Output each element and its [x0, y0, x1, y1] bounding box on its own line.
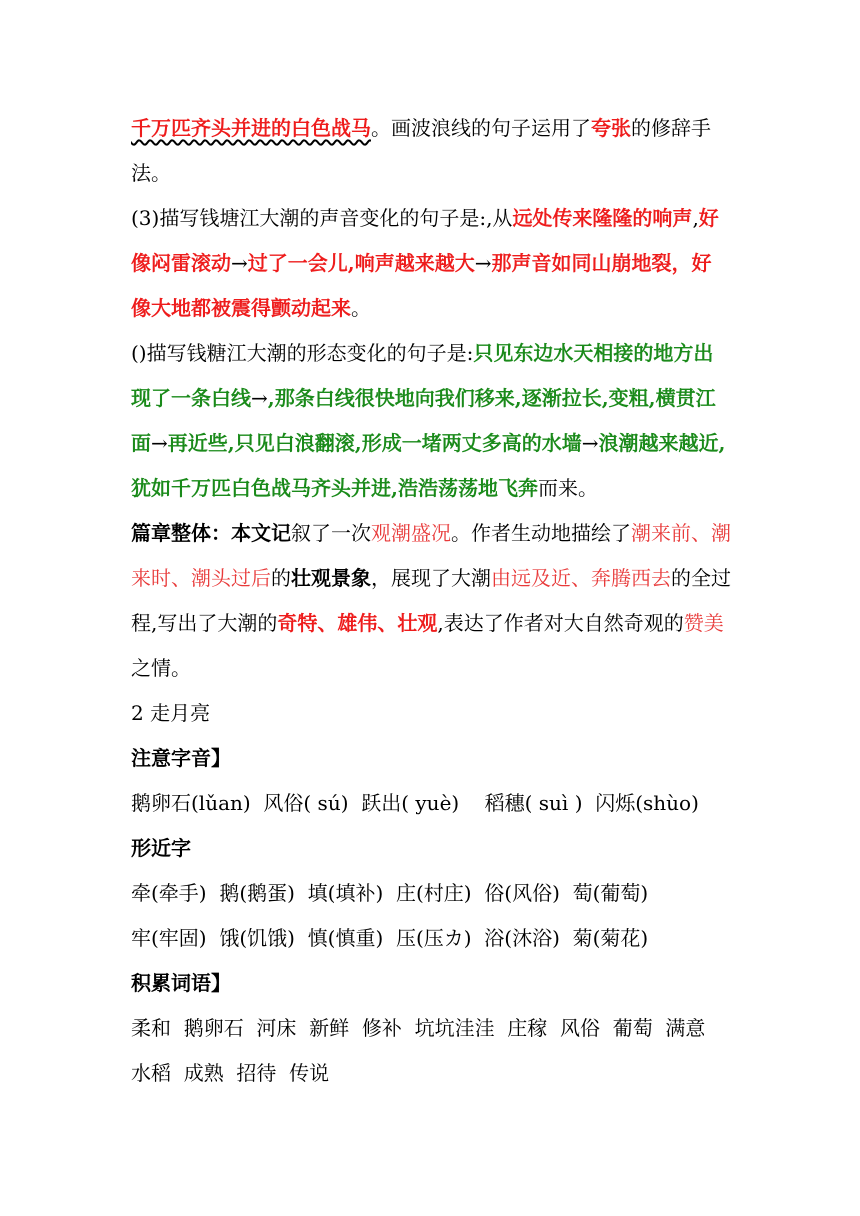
text: 而来。	[537, 476, 598, 500]
text: 的修辞手	[631, 116, 711, 140]
text: 水稻 成熟 招待 传说	[131, 1061, 330, 1085]
text-line-8	[131, 428, 725, 458]
text-line-13	[131, 653, 191, 683]
text-line-9	[131, 473, 598, 503]
highlight-red: 好	[698, 206, 719, 230]
highlight-red: 像大地都被震得颤动起来	[131, 296, 351, 320]
section-heading-similar-chars	[131, 833, 191, 863]
arrow: →	[581, 431, 599, 455]
vocabulary-row-2	[131, 1058, 329, 1088]
text-line-10	[131, 518, 731, 548]
text: ，展现了大潮	[371, 566, 491, 590]
text: (3)描写钱塘江大潮的声音变化的句子是:,从	[131, 206, 513, 230]
text: 法。	[131, 161, 171, 185]
text-line-5	[131, 293, 371, 323]
text-line-3	[131, 203, 719, 233]
vocabulary-row-1	[131, 1013, 705, 1043]
text: 2 走月亮	[131, 701, 211, 725]
arrow: →	[474, 251, 492, 275]
text: 牵(牵手) 鹅(鹅蛋) 填(填补) 庄(村庄) 俗(风俗) 萄(葡萄)	[131, 881, 649, 905]
highlight-green: 只见东边水天相接的地方出	[473, 341, 714, 365]
similar-chars-row-1	[131, 878, 648, 908]
text: 。作者生动地描绘了	[451, 521, 631, 545]
text: 程,写出了大潮的	[131, 611, 278, 635]
highlight-green: 现了一条白线	[131, 386, 251, 410]
highlight-red: 来时、潮头过后	[131, 566, 271, 590]
highlight-green: 浪潮越来越近,	[598, 431, 726, 455]
highlight-red: 千万匹齐头并进的白色战马	[131, 116, 371, 140]
section-heading-vocabulary	[131, 968, 231, 998]
text: ()描写钱糖江大潮的形态变化的句子是:	[131, 341, 474, 365]
text: 鹅卵石(lǔan) 风俗( sú) 跃出( yuè) 稻穗( suì ) 闪烁(shùo)	[131, 791, 699, 815]
highlight-red: 那声音如同山崩地裂，好	[491, 251, 712, 275]
text-line-12	[131, 608, 724, 638]
highlight-green: 再近些,只见白浪翻滚,形成一堵两丈多高的水墙	[167, 431, 582, 455]
section-heading-pronunciation	[131, 743, 231, 773]
highlight-red: 奇特、雄伟、壮观	[277, 611, 438, 635]
text: 。	[351, 296, 371, 320]
text: 牢(牢固) 饿(饥饿) 慎(慎重) 压(压カ) 浴(沐浴) 菊(菊花)	[131, 926, 649, 950]
text: 叙了一次	[291, 521, 371, 545]
arrow: →	[251, 386, 268, 410]
highlight-red: 夸张	[591, 116, 631, 140]
highlight-red: 过了一会儿,响声越来越大	[247, 251, 475, 275]
text-line-4	[131, 248, 712, 278]
text-line-11	[131, 563, 731, 593]
text: ,表达了作者对大自然奇观的	[437, 611, 684, 635]
highlight-red: 由远及近、奔腾西去	[491, 566, 671, 590]
text-line-2	[131, 158, 171, 188]
highlight-red: 观潮盛况	[371, 521, 451, 545]
highlight-green: ,那条白线很快地向我们移来,逐渐拉长,变粗,横贯江	[267, 386, 716, 410]
text: 的	[271, 566, 291, 590]
text: 。画波浪线的句子运用了	[371, 116, 591, 140]
highlight-red: 远处传来隆隆的响声	[512, 206, 693, 230]
text-line-6	[131, 338, 713, 368]
text-line-1	[131, 113, 711, 143]
lesson-heading	[131, 698, 210, 728]
section-label: 篇章整体：本文记	[131, 521, 291, 545]
highlight-green: 面	[131, 431, 151, 455]
arrow: →	[231, 251, 248, 275]
pronunciation-list	[131, 788, 699, 818]
arrow: →	[151, 431, 168, 455]
heading-text: 形近字	[131, 836, 191, 860]
text: 柔和 鹅卵石 河床 新鲜 修补 坑坑洼洼 庄稼 风俗 葡萄 满意	[131, 1016, 706, 1040]
similar-chars-row-2	[131, 923, 648, 953]
text-line-7	[131, 383, 716, 413]
heading-text: 积累词语】	[131, 971, 231, 995]
highlight-green: 犹如千万匹白色战马齐头并进,浩浩荡荡地飞奔	[131, 476, 538, 500]
heading-text: 注意字音】	[131, 746, 231, 770]
highlight-red: 像闷雷滚动	[131, 251, 231, 275]
highlight-red: 潮来前、潮	[631, 521, 731, 545]
highlight-red: 赞美	[683, 611, 724, 635]
text: 的全过	[671, 566, 731, 590]
text: ,	[692, 206, 699, 230]
bold-text: 壮观景象	[291, 566, 371, 590]
text: 之情。	[131, 656, 191, 680]
